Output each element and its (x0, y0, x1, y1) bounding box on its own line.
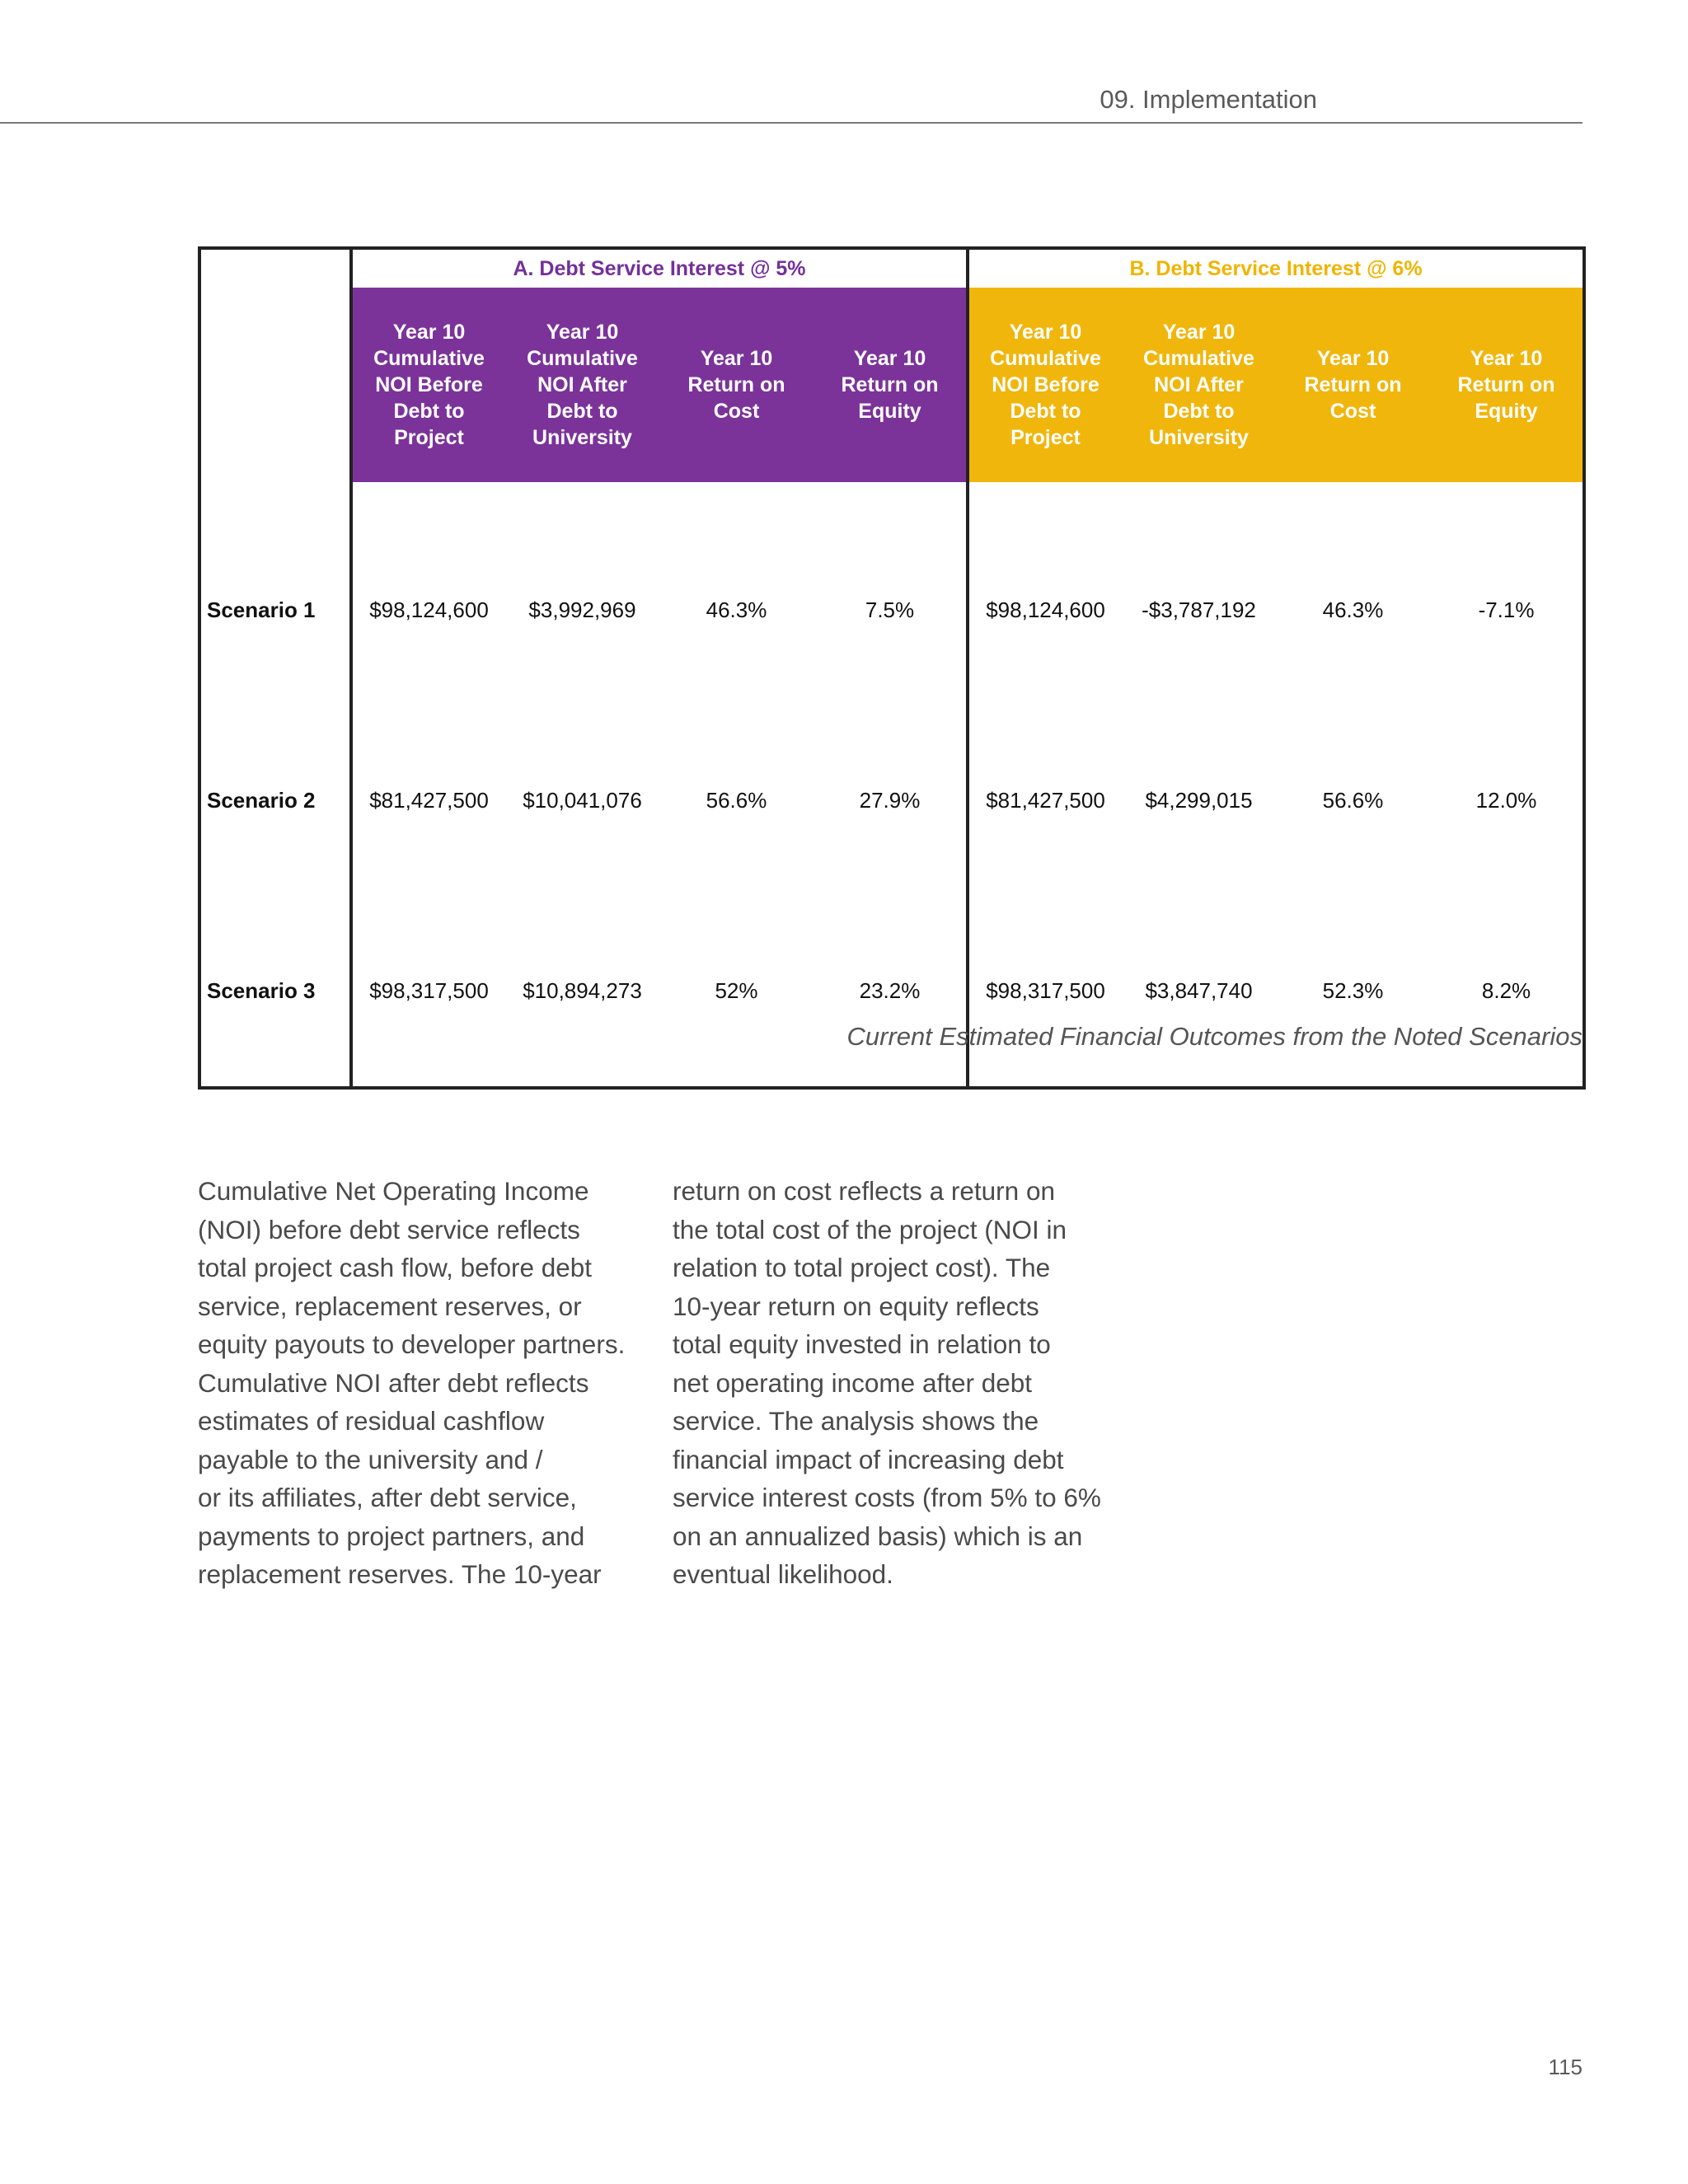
group-header-a: A. Debt Service Interest @ 5% (351, 248, 968, 288)
table-cell: $98,124,600 (986, 598, 1105, 622)
header-divider (0, 122, 1582, 124)
row-label: Scenario 1 (199, 482, 351, 705)
row-label: Scenario 3 (199, 896, 351, 1088)
body-text-right-column: return on cost reflects a return on the total cost of the project (NOI in relation to total project cost). The 10-year return on equity reflects total equity invested in relation to net operating income after debt service. The analysis shows the financial impact of increasing debt service interest costs (from 5% to 6% on an annualized basis) which is an eventual likelihood. (673, 1176, 1101, 1589)
table-cell: $10,041,076 (523, 788, 642, 813)
table-cell: $98,317,500 (351, 896, 505, 1088)
table-cell: 46.3% (706, 598, 767, 622)
column-header: Year 10 Cumulative NOI After Debt to University (505, 288, 659, 482)
table-cell: 56.6% (706, 788, 767, 813)
empty-corner-cell (199, 248, 351, 288)
table-cell: 12.0% (1430, 705, 1584, 896)
column-header: Year 10 Return on Equity (814, 288, 968, 482)
section-header: 09. Implementation (1100, 85, 1317, 114)
empty-header-cell (199, 288, 351, 482)
table-cell: 52% (659, 896, 814, 1088)
table-row (199, 705, 1584, 896)
table-cell: $98,124,600 (369, 598, 489, 622)
table-cell: $10,894,273 (505, 896, 659, 1088)
column-header: Year 10 Return on Equity (1430, 288, 1584, 482)
table-cell: $81,427,500 (369, 788, 489, 813)
table-cell: 8.2% (1430, 896, 1584, 1088)
column-header: Year 10 Return on Cost (659, 288, 814, 482)
table-cell: 46.3% (1322, 598, 1384, 622)
table-row (199, 896, 1584, 1088)
table-cell: 27.9% (814, 705, 968, 896)
table-cell: $81,427,500 (986, 788, 1105, 813)
column-header: Year 10 Return on Cost (1276, 288, 1430, 482)
table-cell: 7.5% (814, 482, 968, 705)
column-header: Year 10 Cumulative NOI After Debt to University (1122, 288, 1276, 482)
table-cell: 52.3% (1276, 896, 1430, 1088)
table-row (199, 482, 1584, 705)
row-label: Scenario 2 (199, 705, 351, 896)
page-number: 115 (1548, 2055, 1582, 2079)
table-cell: $98,317,500 (968, 896, 1122, 1088)
column-header: Year 10 Cumulative NOI Before Debt to Project (351, 288, 505, 482)
table-cell: $4,299,015 (1145, 788, 1253, 813)
table-cell: -$3,787,192 (1142, 598, 1256, 622)
column-header: Year 10 Cumulative NOI Before Debt to Project (968, 288, 1122, 482)
body-text-left-column: Cumulative Net Operating Income (NOI) before debt service reflects total project cash flow, before debt service, replacement reserves, or equity payouts to developer partners. Cumulative NOI after debt reflects estimates of residual cashflow payable to the university and / or its affiliates, after debt service, payments to project partners, and replacement reserves. The 10-year (198, 1176, 626, 1589)
group-header-b: B. Debt Service Interest @ 6% (968, 248, 1584, 288)
table-cell: -7.1% (1430, 482, 1584, 705)
table-cell: $3,847,740 (1122, 896, 1276, 1088)
table-caption: Current Estimated Financial Outcomes from the Noted Scenarios (846, 1022, 1582, 1051)
table-cell: 23.2% (814, 896, 968, 1088)
table-cell: 56.6% (1322, 788, 1384, 813)
financial-outcomes-table (198, 246, 1586, 1090)
table-cell: $3,992,969 (528, 598, 636, 622)
